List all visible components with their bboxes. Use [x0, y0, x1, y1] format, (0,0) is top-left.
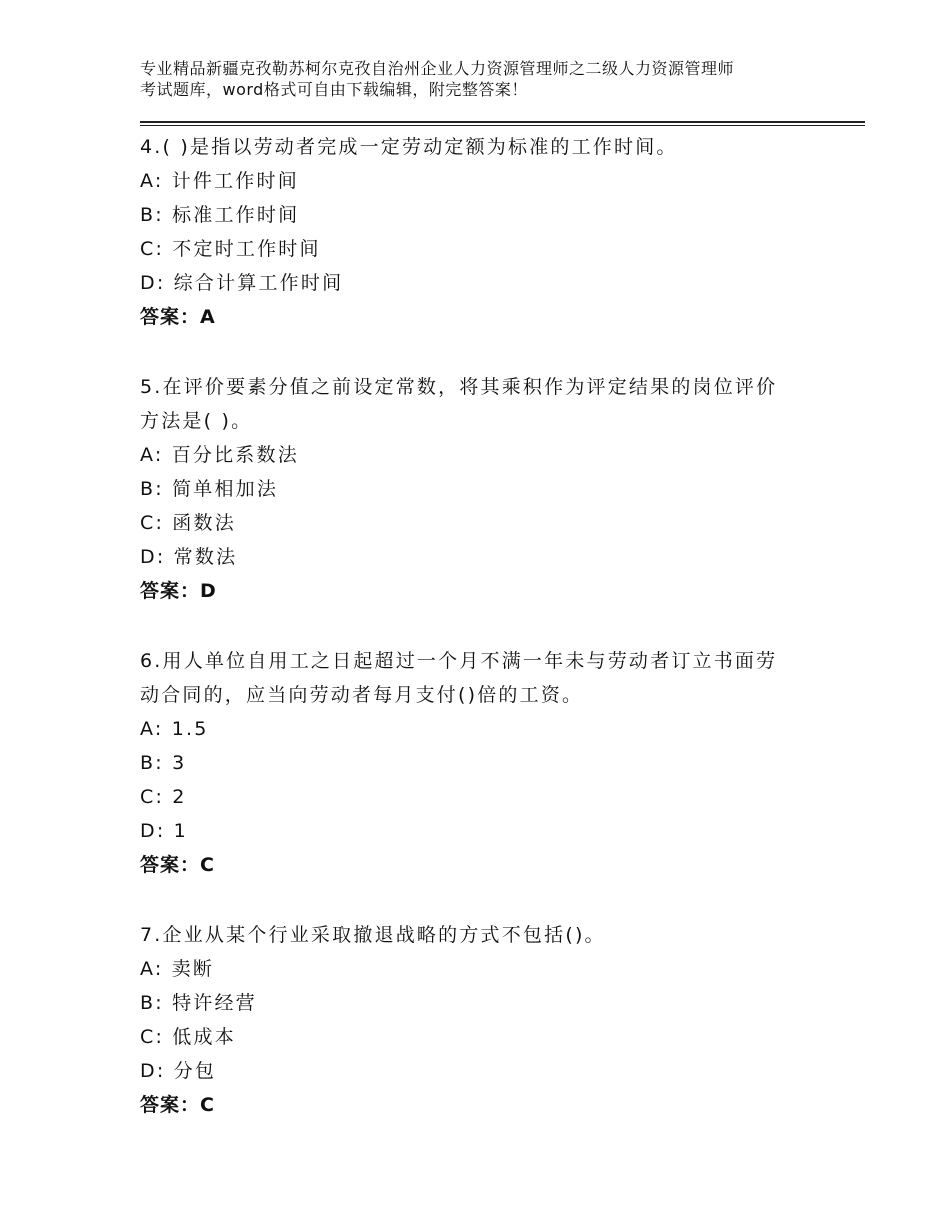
question-stem	[140, 916, 820, 952]
question-spacer	[140, 334, 865, 368]
option-d: D: 分包	[140, 1060, 217, 1082]
header-divider-thin	[140, 125, 865, 126]
question-stem	[140, 642, 820, 712]
stem-line: 4.( )是指以劳动者完成一定劳动定额为标准的工作时间。	[140, 136, 678, 158]
answer-label: 答案：C	[140, 1094, 215, 1116]
question-stem	[140, 128, 820, 164]
answer-label: 答案：C	[140, 854, 215, 876]
option-c: C: 函数法	[140, 512, 236, 534]
question-5	[140, 368, 865, 608]
question-7	[140, 916, 865, 1122]
header-line-2: 考试题库，word格式可自由下载编辑，附完整答案！	[140, 80, 528, 99]
option-b: B: 标准工作时间	[140, 204, 300, 226]
option-b: B: 简单相加法	[140, 478, 279, 500]
option-d: D: 综合计算工作时间	[140, 272, 344, 294]
option-a: A: 1.5	[140, 718, 209, 740]
option-b: B: 3	[140, 752, 187, 774]
answer-label: 答案：A	[140, 306, 216, 328]
option-a: A: 计件工作时间	[140, 170, 299, 192]
header-line-1: 专业精品新疆克孜勒苏柯尔克孜自治州企业人力资源管理师之二级人力资源管理师	[140, 59, 735, 78]
question-spacer	[140, 608, 865, 642]
stem-line: 动合同的，应当向劳动者每月支付()倍的工资。	[140, 684, 584, 706]
option-c: C: 2	[140, 786, 187, 808]
stem-line: 方法是( )。	[140, 410, 253, 432]
option-a: A: 卖断	[140, 958, 215, 980]
option-d: D: 常数法	[140, 546, 238, 568]
stem-line: 6.用人单位自用工之日起超过一个月不满一年未与劳动者订立书面劳	[140, 650, 778, 672]
option-a: A: 百分比系数法	[140, 444, 299, 466]
stem-line: 7.企业从某个行业采取撤退战略的方式不包括()。	[140, 924, 606, 946]
option-b: B: 特许经营	[140, 992, 257, 1014]
option-c: C: 不定时工作时间	[140, 238, 321, 260]
option-c: C: 低成本	[140, 1026, 236, 1048]
question-stem	[140, 368, 820, 438]
document-header	[140, 58, 830, 100]
question-list	[140, 128, 865, 1122]
option-d: D: 1	[140, 820, 188, 842]
question-6	[140, 642, 865, 882]
question-4	[140, 128, 865, 334]
question-spacer	[140, 882, 865, 916]
answer-label: 答案：D	[140, 580, 217, 602]
stem-line: 5.在评价要素分值之前设定常数，将其乘积作为评定结果的岗位评价	[140, 376, 778, 398]
header-divider-thick	[140, 121, 865, 123]
